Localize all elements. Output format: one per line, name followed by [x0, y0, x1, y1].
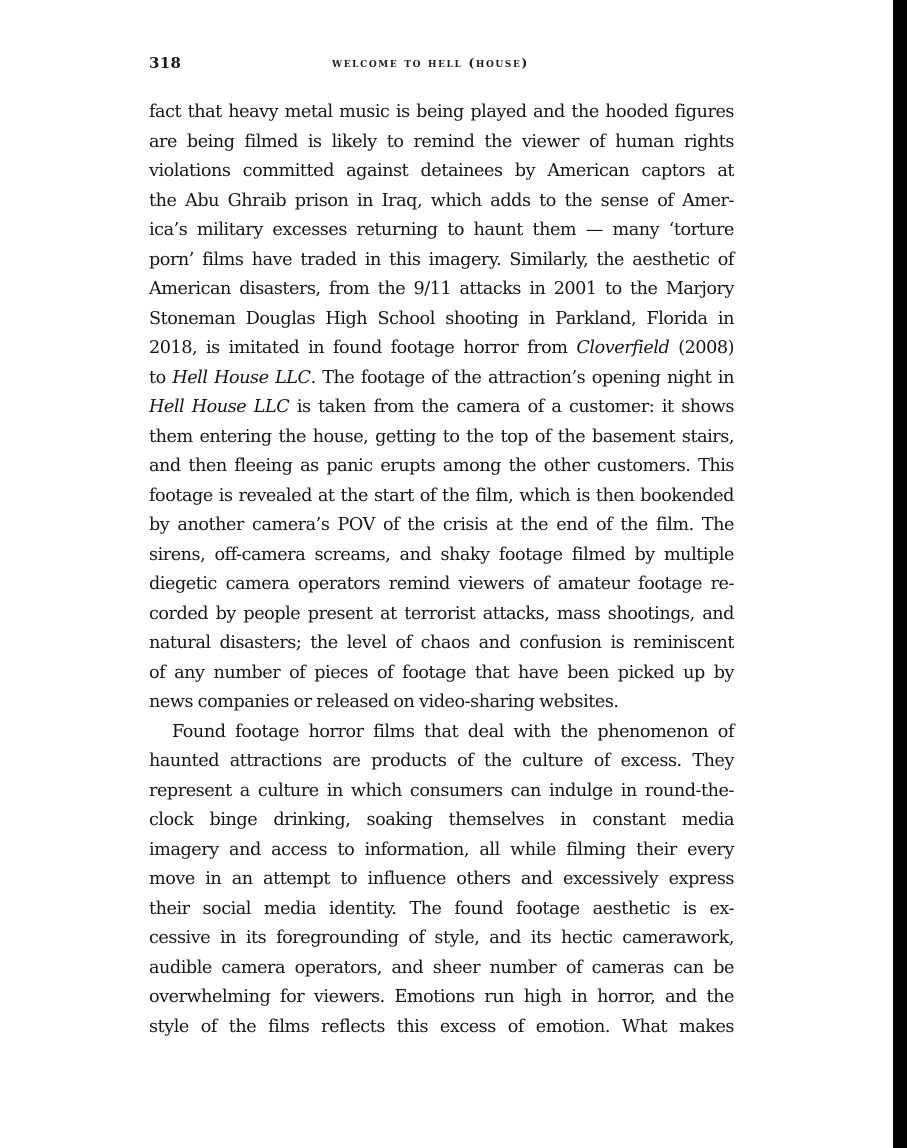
text-line: their social media identity. The found footage aesthetic is ex-: [149, 898, 734, 919]
text-line: diegetic camera operators remind viewers of amateur footage re-: [149, 574, 734, 594]
text-line: sirens, off-camera screams, and shaky footage filmed by multiple: [149, 544, 734, 565]
film-title-cloverfield: Cloverfield: [576, 338, 670, 358]
text-line: are being filmed is likely to remind the viewer of human rights: [149, 131, 734, 152]
text-line: and then fleeing as panic erupts among the other customers. This: [149, 456, 734, 476]
text-line: American disasters, from the 9/11 attacks in 2001 to the Marjory: [149, 279, 734, 299]
text-line: Stoneman Douglas High School shooting in Parkland, Florida in: [149, 308, 734, 329]
text-line: them entering the house, getting to the top of the basement stairs,: [149, 426, 734, 447]
text-run: 2018, is imitated in found footage horror from: [149, 338, 577, 358]
page-number: 318: [149, 54, 182, 72]
body-text: [149, 98, 734, 1042]
text-line: violations committed against detainees by American captors at: [149, 161, 734, 181]
text-line: haunted attractions are products of the culture of excess. They: [149, 751, 734, 771]
running-title: welcome to hell (house): [332, 55, 529, 70]
text-line: corded by people present at terrorist attacks, mass shootings, and: [149, 603, 734, 624]
text-line: audible camera operators, and sheer number of cameras can be: [149, 957, 734, 978]
text-line: clock binge drinking, soaking themselves in constant media: [149, 810, 734, 830]
paragraph-2: [149, 718, 734, 1043]
text-run: to: [149, 367, 173, 388]
text-run: (2008): [669, 338, 734, 358]
text-line: style of the films reflects this excess of emotion. What makes: [149, 1016, 734, 1037]
text-line: Found footage horror films that deal with the phenomenon of: [172, 721, 734, 742]
text-line: natural disasters; the level of chaos and confusion is reminiscent: [149, 633, 734, 653]
text-line: [149, 334, 734, 364]
text-line: ica’s military excesses returning to haunt them — many ‘torture: [149, 220, 734, 240]
text-line: the Abu Ghraib prison in Iraq, which adds to the sense of Amer-: [149, 190, 734, 211]
text-line: [149, 393, 734, 423]
text-line: overwhelming for viewers. Emotions run high in horror, and the: [149, 987, 734, 1007]
film-title-hell-house-llc: Hell House LLC: [172, 367, 311, 388]
page-edge: [893, 0, 907, 1148]
paragraph-1: [149, 98, 734, 718]
text-line: news companies or released on video-sharing websites.: [149, 692, 619, 712]
text-line: footage is revealed at the start of the film, which is then bookended: [149, 485, 734, 506]
text-line: move in an attempt to influence others and excessively express: [149, 869, 734, 889]
text-line: [149, 364, 734, 394]
running-head: [149, 54, 734, 76]
text-run: is taken from the camera of a customer: it shows: [289, 397, 734, 417]
text-line: fact that heavy metal music is being played and the hooded figures: [149, 102, 734, 122]
film-title-hell-house-llc: Hell House LLC: [149, 397, 290, 417]
text-line: cessive in its foregrounding of style, and its hectic camerawork,: [149, 928, 734, 948]
text-line: imagery and access to information, all while filming their every: [149, 839, 734, 860]
text-line: represent a culture in which consumers can indulge in round-the-: [149, 780, 734, 801]
text-line: of any number of pieces of footage that have been picked up by: [149, 662, 734, 683]
text-run: . The footage of the attraction’s opening night in: [310, 367, 734, 388]
text-line: by another camera’s POV of the crisis at the end of the film. The: [149, 515, 734, 535]
text-line: porn’ films have traded in this imagery. Similarly, the aesthetic of: [149, 249, 734, 270]
